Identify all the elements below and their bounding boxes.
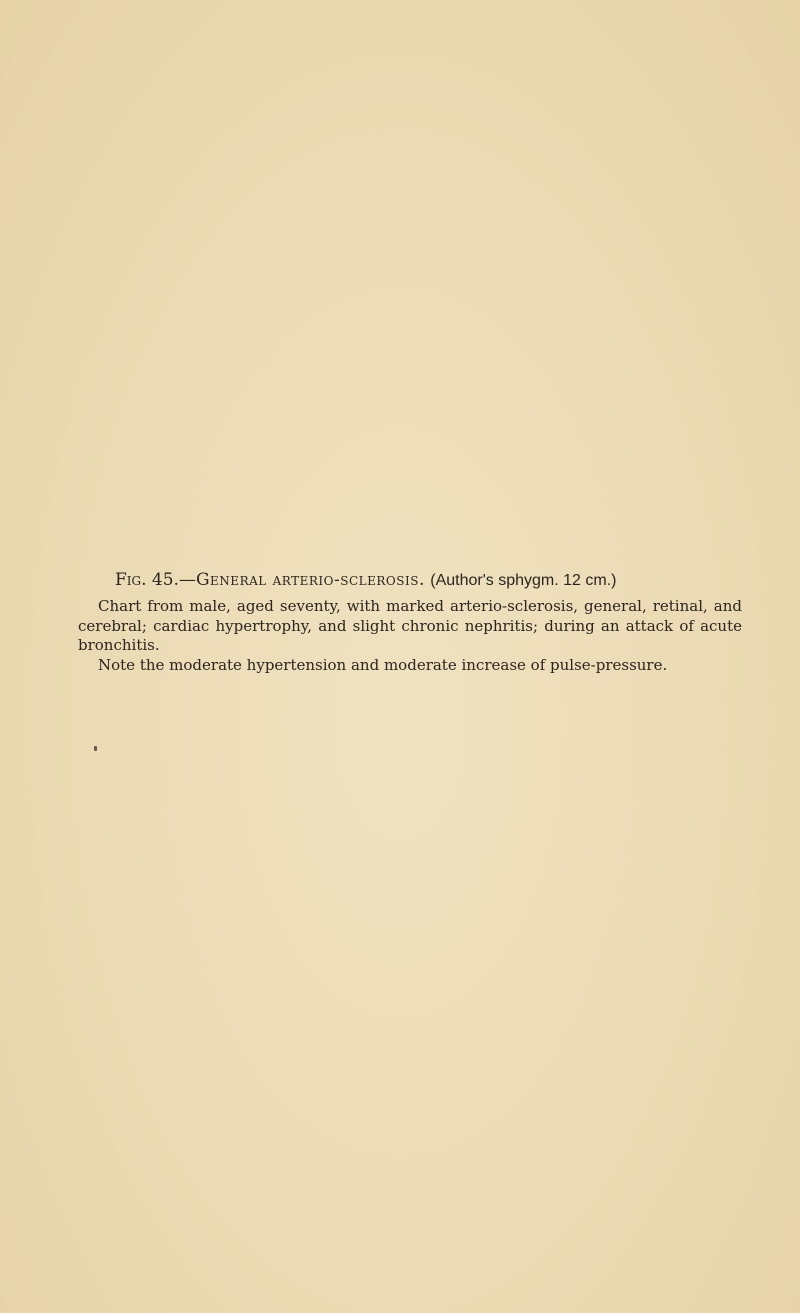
paper-speck [94,746,97,751]
description-paragraph: Chart from male, aged seventy, with marked arterio-sclerosis, general, retinal, and cerebral; cardiac hypertrophy, and slight chronic nephritis; during an attack of acute bronchitis. [78,597,742,654]
figure-label: Fig. 45. [115,570,179,590]
figure-title [115,568,742,593]
figure-note: (Author's sphygm. 12 cm.) [430,572,617,589]
figure-dash: — [178,570,196,590]
figure-caption [78,568,742,675]
figure-name: General arterio-sclerosis. [195,570,425,590]
note-paragraph: Note the moderate hypertension and moderate increase of pulse-pressure. [98,655,668,674]
